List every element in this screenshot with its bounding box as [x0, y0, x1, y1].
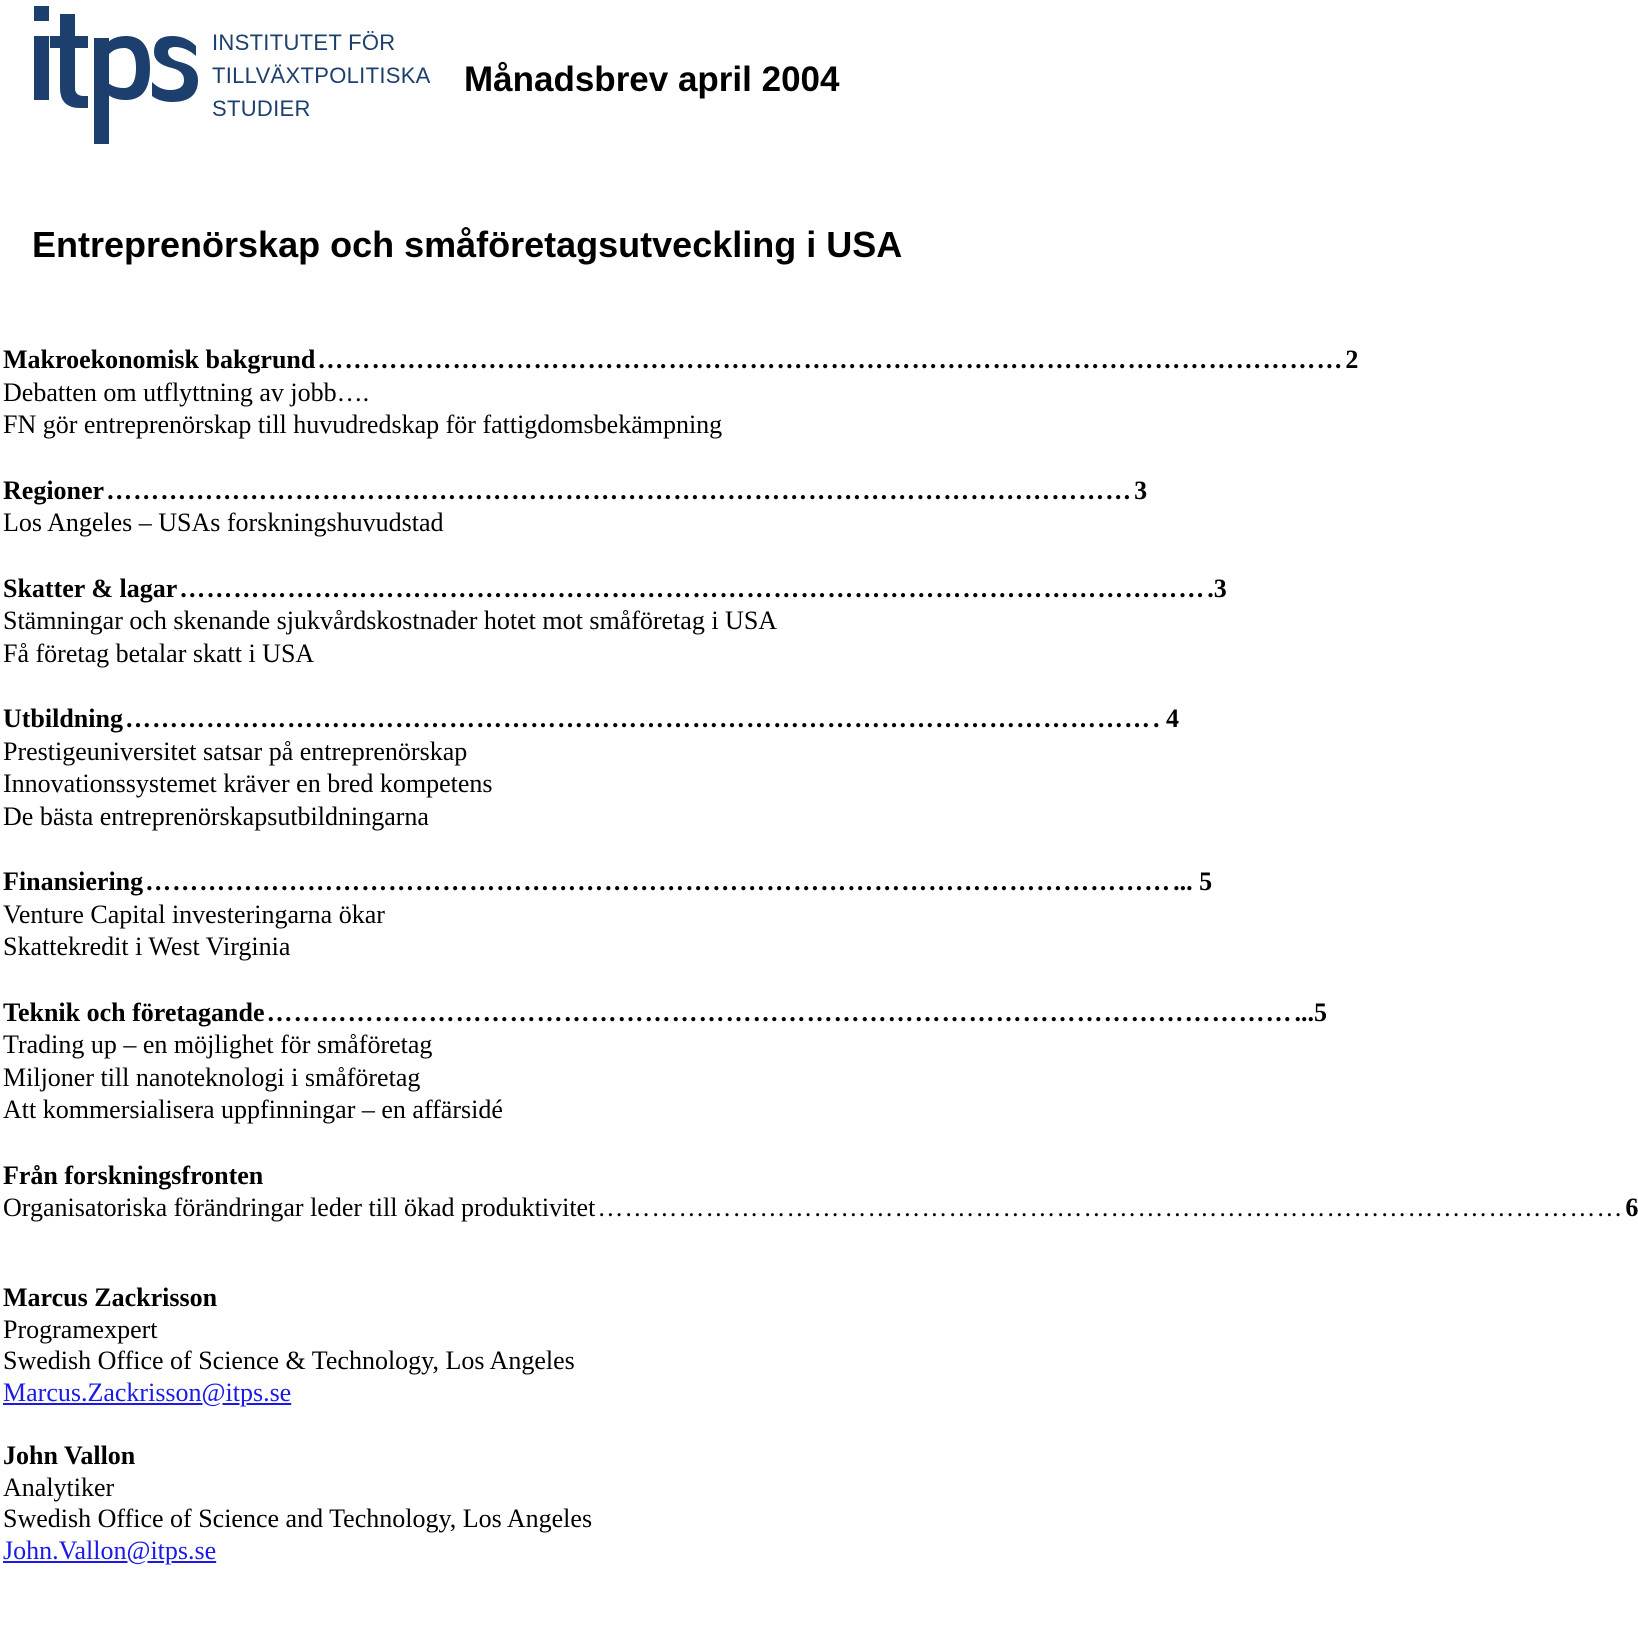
- toc-page-number: . 4: [1152, 704, 1179, 733]
- toc-leader-dots: ……………………………………………………………………………………………………: [106, 475, 1133, 505]
- author-email-link[interactable]: John.Vallon@itps.se: [3, 1535, 217, 1565]
- toc-heading[interactable]: [3, 1160, 958, 1193]
- toc-leader-dots: ……………………………………………………………………………………………………: [317, 345, 1344, 374]
- toc-item[interactable]: Los Angeles – USAs forskningshuvudstad: [3, 508, 444, 537]
- toc-heading-label: Utbildning: [3, 704, 123, 733]
- toc-section: [3, 1160, 1638, 1225]
- logo-line: TILLVÄXTPOLITISKA: [212, 63, 431, 88]
- toc-item[interactable]: Skattekredit i West Virginia: [3, 932, 291, 961]
- table-of-contents: [3, 344, 1638, 1258]
- author-name: John Vallon: [3, 1441, 136, 1470]
- toc-page-number: ...5: [1294, 997, 1327, 1027]
- toc-heading-label: Från forskningsfronten: [3, 1160, 264, 1190]
- toc-heading-label: Finansiering: [3, 867, 144, 896]
- author-organization: Swedish Office of Science & Technology, Los Angeles: [3, 1346, 575, 1375]
- toc-section: [3, 573, 1227, 671]
- toc-leader-dots: ……………………………………………………………………………………………………: [124, 704, 1151, 733]
- toc-item[interactable]: Innovationssystemet kräver en bred kompetens: [3, 769, 493, 798]
- author-email-link[interactable]: Marcus.Zackrisson@itps.se: [3, 1377, 292, 1407]
- toc-heading-label: Makroekonomisk bakgrund: [3, 345, 316, 374]
- itps-logo: [0, 0, 431, 150]
- author-role: Programexpert: [3, 1314, 158, 1344]
- toc-item-label: Organisatoriska förändringar leder till ökad produktivitet: [3, 1193, 596, 1222]
- toc-heading[interactable]: [3, 997, 1327, 1030]
- toc-section: [3, 344, 1359, 442]
- toc-item[interactable]: Prestigeuniversitet satsar på entreprenörskap: [3, 736, 468, 766]
- toc-item[interactable]: Trading up – en möjlighet för småföretag: [3, 1030, 433, 1059]
- author-role: Analytiker: [3, 1472, 115, 1502]
- toc-leader-dots: ……………………………………………………………………………………………………: [145, 867, 1172, 896]
- toc-item[interactable]: Stämningar och skenande sjukvårdskostnader hotet mot småföretag i USA: [3, 606, 778, 635]
- toc-section: [3, 866, 1213, 964]
- toc-page-number: 3: [1134, 475, 1148, 505]
- toc-leader-dots: ……………………………………………………………………………………………………: [597, 1193, 1624, 1222]
- toc-heading[interactable]: [3, 703, 1179, 736]
- toc-page-number: ... 5: [1173, 867, 1213, 896]
- toc-item[interactable]: Få företag betalar skatt i USA: [3, 638, 315, 668]
- toc-heading[interactable]: [3, 573, 1227, 606]
- toc-page-number: 2: [1345, 345, 1359, 374]
- toc-item[interactable]: [3, 1192, 1638, 1225]
- toc-item[interactable]: Miljoner till nanoteknologi i småföretag: [3, 1062, 421, 1092]
- toc-heading[interactable]: [3, 344, 1359, 377]
- logo-line: INSTITUTET FÖR: [212, 30, 396, 55]
- logo-line: STUDIER: [212, 96, 311, 121]
- toc-item[interactable]: Att kommersialisera uppfinningar – en affärsidé: [3, 1095, 503, 1124]
- toc-page-number: 6: [1625, 1193, 1638, 1222]
- author-organization: Swedish Office of Science and Technology, Los Angeles: [3, 1504, 593, 1533]
- authors-block: [3, 1282, 592, 1598]
- toc-section: [3, 475, 1148, 540]
- author-card: [3, 1440, 592, 1566]
- toc-heading-label: Skatter & lagar: [3, 573, 178, 603]
- toc-item[interactable]: De bästa entreprenörskapsutbildningarna: [3, 801, 429, 831]
- toc-item[interactable]: Debatten om utflyttning av jobb….: [3, 377, 370, 407]
- toc-item[interactable]: Venture Capital investeringarna ökar: [3, 899, 385, 929]
- toc-heading[interactable]: [3, 866, 1213, 899]
- logo-wordmark: [212, 26, 431, 125]
- document-title: Entreprenörskap och småföretagsutveckling i USA: [32, 224, 903, 265]
- author-name: Marcus Zackrisson: [3, 1283, 218, 1312]
- toc-heading-label: Regioner: [3, 475, 105, 505]
- author-card: [3, 1282, 592, 1408]
- toc-leader-dots: ……………………………………………………………………………………………………: [179, 573, 1206, 603]
- issue-title: Månadsbrev april 2004: [464, 60, 840, 99]
- toc-heading-label: Teknik och företagande: [3, 997, 265, 1027]
- toc-leader-dots: ……………………………………………………………………………………………………: [266, 997, 1293, 1027]
- toc-section: [3, 703, 1179, 833]
- toc-heading[interactable]: [3, 475, 1148, 508]
- toc-item[interactable]: FN gör entreprenörskap till huvudredskap för fattigdomsbekämpning: [3, 410, 723, 439]
- toc-section: [3, 997, 1327, 1127]
- itps-logo-mark: [0, 0, 210, 150]
- toc-page-number: .3: [1207, 573, 1227, 603]
